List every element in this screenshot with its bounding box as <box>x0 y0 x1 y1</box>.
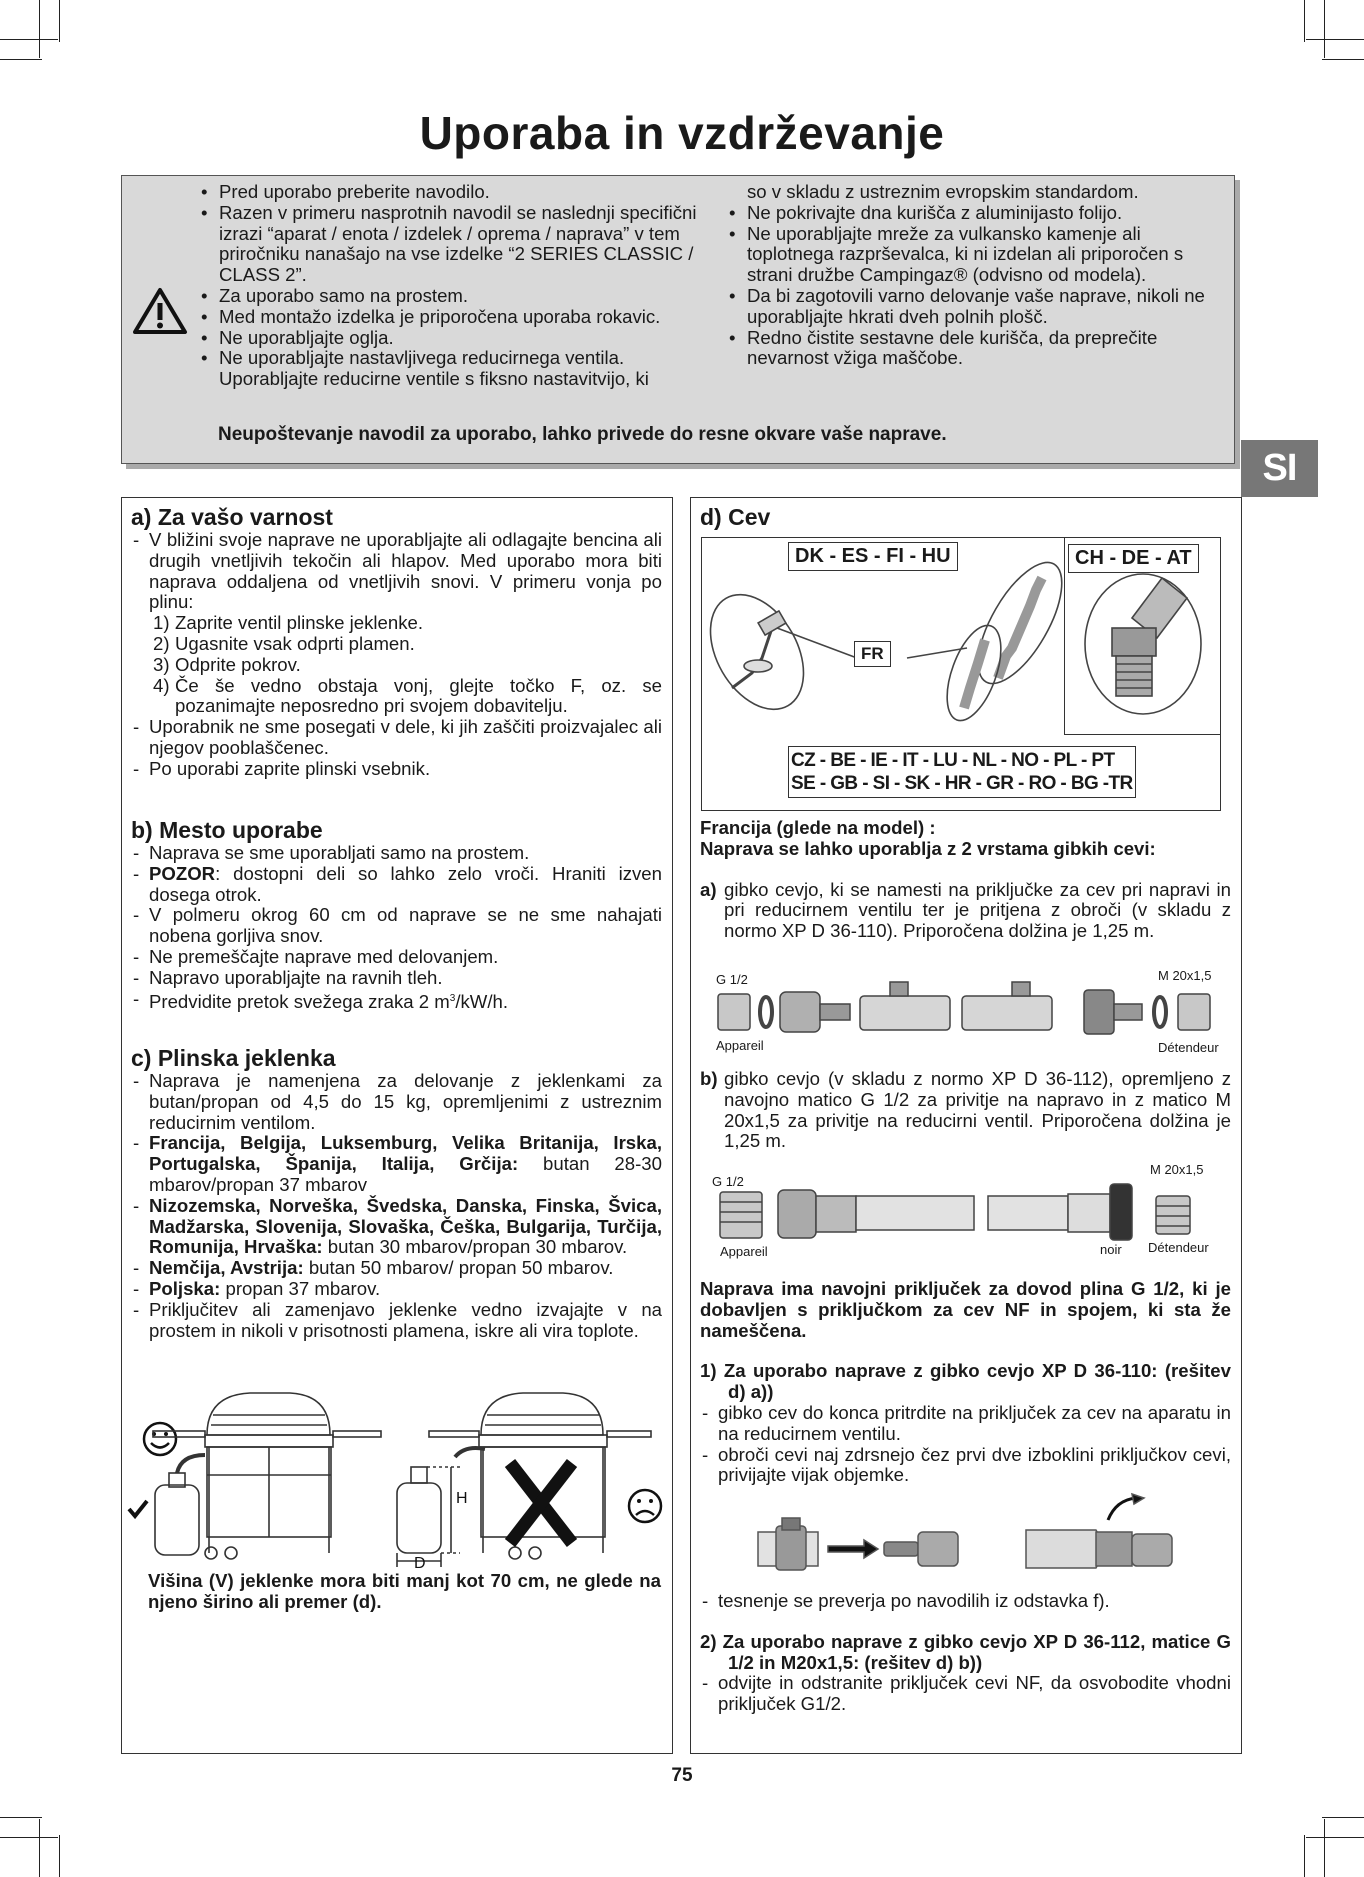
g12-label: G 1/2 <box>712 1174 744 1189</box>
detendeur-label: Détendeur <box>1148 1240 1209 1255</box>
warning-item: • Med montažo izdelka je priporočena uporaba rokavic. <box>201 307 706 328</box>
hose-clamp-illustration <box>756 1490 1196 1584</box>
connection-section <box>700 1279 1231 1486</box>
section-gas-cylinder <box>131 1045 662 1341</box>
gas-cylinder-dimensions <box>397 1467 460 1567</box>
list-item: - Priključitev ali zamenjavo jeklenke vedno izvajajte v na prostem in nikoli v prisotnosti plamena, iskre ali vira toplote. <box>131 1300 662 1342</box>
section-heading: d) Cev <box>700 504 771 530</box>
g12-label: G 1/2 <box>716 972 748 987</box>
appareil-label: Appareil <box>716 1038 764 1053</box>
step-text: Če še vedno obstaja vonj, glejte točko F, oz. se pozanimajte neposredno pri svojem dobavitelju. <box>175 674 662 717</box>
warning-item: • Redno čistite sestavne dele kurišča, da preprečite nevarnost vžiga maščobe. <box>729 328 1229 370</box>
step-item <box>131 676 662 718</box>
warning-continuation: so v skladu z ustreznim evropskim standardom. <box>747 181 1139 202</box>
crop-mark <box>1304 1835 1305 1877</box>
list-item: - odvijte in odstranite priključek cevi NF, da osvobodite vhodni priključek G1/2. <box>700 1673 1231 1715</box>
step-number: 2) <box>153 632 170 654</box>
checkmark-icon <box>129 1501 147 1516</box>
warning-item: • Razen v primeru nasprotnih navodil se naslednji specifični izrazi “aparat / enota / izdelek / oprema / naprava” v tem priročniku nanašajo na vse izdelke “2 SERIES CLASSIC / CLASS 2”. <box>201 203 706 286</box>
option-label: a) <box>700 878 717 900</box>
crop-mark <box>1322 59 1364 60</box>
warning-footer: Neupoštevanje navodil za uporabo, lahko privede do resne okvare vaše naprave. <box>218 424 947 445</box>
airflow-text: Predvidite pretok svežega zraka 2 m <box>149 990 450 1012</box>
airflow-exponent: 3 <box>449 992 456 1004</box>
list-item: - tesnenje se preverja po navodilih iz odstavka f). <box>700 1591 1231 1612</box>
france-title: Francija (glede na model) : <box>700 817 936 838</box>
crop-mark <box>59 1835 60 1877</box>
detendeur-label: Détendeur <box>1158 1040 1219 1055</box>
warning-item: • Ne uporabljajte oglja. <box>201 328 706 349</box>
diameter-label: D <box>414 1555 426 1570</box>
appareil-label: Appareil <box>720 1244 768 1259</box>
pressure-text: butan 28-30 mbarov/propan 37 mbarov <box>149 1153 662 1195</box>
crop-mark <box>1324 1819 1325 1877</box>
connection-note: Naprava ima navojni priključek za dovod plina G 1/2, ki je dobavljen s priključkom za cev NF in spojem, ki sta že nameščena. <box>700 1278 1231 1341</box>
pressure-text: propan 37 mbarov. <box>220 1277 381 1299</box>
tag-ch-de-at: CH - DE - AT <box>1068 544 1199 573</box>
m20-label: M 20x1,5 <box>1150 1162 1204 1177</box>
crop-mark <box>0 1817 42 1818</box>
warning-triangle-icon <box>132 286 188 336</box>
country-line: SE - GB - SI - SK - HR - GR - RO - BG -TR <box>791 773 1133 794</box>
height-label: H <box>456 1490 468 1507</box>
warning-item: • Ne uporabljajte mreže za vulkansko kamenje ali toplotnega razprševalca, ki ni izdelan ali priporočen s strani družbe Campingaz® (odvisno od modela). <box>729 224 1229 286</box>
step-number: 4) <box>153 674 170 696</box>
option-label: b) <box>700 1068 718 1089</box>
section-safety <box>131 504 662 780</box>
option-a <box>700 880 1231 942</box>
step-text: Zaprite ventil plinske jeklenke. <box>175 612 424 634</box>
option-text: gibko cevjo (v skladu z normo XP D 36-112), opremljeno z navojno matico G 1/2 za privitje na napravo in z matico M 20x1,5 za privitje na reducirni ventil. Priporočena dolžina je 1,25 m. <box>724 1068 1231 1152</box>
crop-mark <box>1306 1837 1364 1838</box>
list-item <box>131 1133 662 1195</box>
step-number: 3) <box>153 653 170 675</box>
hose-a-parts-icon <box>712 966 1232 1058</box>
noir-label: noir <box>1100 1242 1122 1257</box>
option-b <box>700 1069 1231 1152</box>
crop-mark <box>1322 1817 1364 1818</box>
caution-label: POZOR <box>149 862 216 884</box>
warning-item: • Ne pokrivajte dna kurišča z aluminijasto folijo. <box>729 203 1229 224</box>
grill-incorrect <box>429 1393 651 1559</box>
pressure-text: butan 30 mbarov/propan 30 mbarov. <box>322 1236 628 1258</box>
crop-mark <box>39 1819 40 1877</box>
warning-item: • Za uporabo samo na prostem. <box>201 286 706 307</box>
grill-cylinder-illustration <box>125 1385 665 1570</box>
list-item: - Ne premeščajte naprave med delovanjem. <box>131 947 662 968</box>
tag-country-list <box>788 746 1136 798</box>
gas-cylinder-connected <box>155 1455 205 1555</box>
page-title: Uporaba in vzdrževanje <box>419 107 945 159</box>
country-list: Poljska: <box>149 1277 221 1299</box>
tag-fr: FR <box>854 641 891 667</box>
cylinder-note <box>148 1571 661 1613</box>
tag-dk-es-fi-hu: DK - ES - FI - HU <box>788 542 958 571</box>
section-heading: b) Mesto uporabe <box>131 817 323 843</box>
crop-mark <box>59 0 60 42</box>
section-location <box>131 817 662 1013</box>
language-tab: SI <box>1241 440 1318 497</box>
warning-item: • Pred uporabo preberite navodilo. <box>201 182 706 203</box>
step-text: Odprite pokrov. <box>175 653 301 675</box>
list-item: - V polmeru okrog 60 cm od naprave se ne sme nahajati nobena gorljiva snov. <box>131 905 662 947</box>
hose-b-parts-icon <box>712 1160 1232 1260</box>
pressure-text: butan 50 mbarov/ propan 50 mbarov. <box>303 1257 614 1279</box>
sad-face-icon <box>629 1490 661 1522</box>
france-subtitle: Naprava se lahko uporablja z 2 vrstama gibkih cevi: <box>700 837 1156 859</box>
country-line: CZ - BE - IE - IT - LU - NL - NO - PL - PT <box>791 750 1115 771</box>
list-item: - Po uporabi zaprite plinski vsebnik. <box>131 759 662 780</box>
list-item: - V bližini svoje naprave ne uporabljajte ali odlagajte bencina ali drugih vnetljivih tekočin ali hlapov. Med uporabo mora biti naprava oddaljena od vnetljivih snovi. V primeru vonja po plinu: <box>131 530 662 613</box>
crop-mark <box>1306 39 1364 40</box>
option-b-block <box>700 1069 1231 1152</box>
step-item <box>131 655 662 676</box>
list-item <box>131 1196 662 1258</box>
airflow-unit: /kW/h. <box>455 990 508 1012</box>
step1-title: 1) Za uporabo naprave z gibko cevjo XP D 36-110: (rešitev d) a)) <box>700 1360 1231 1403</box>
m20-label: M 20x1,5 <box>1158 968 1212 983</box>
warning-item: • Ne uporabljajte nastavljivega reducirnega ventila. Uporabljajte reducirne ventile s fiksno nastavitvijo, ki <box>201 348 706 390</box>
list-item <box>131 989 662 1013</box>
warning-column-left <box>201 182 706 390</box>
hose-diagram <box>701 537 1221 811</box>
section-heading: a) Za vašo varnost <box>131 504 333 530</box>
crop-mark <box>1324 0 1325 58</box>
step-item <box>131 634 662 655</box>
list-item: - Uporabnik ne sme posegati v dele, ki jih zaščiti proizvajalec ali njegov pooblaščenec. <box>131 717 662 759</box>
step2-title: 2) Za uporabo naprave z gibko cevjo XP D 36-112, matice G 1/2 in M20x1,5: (rešitev d) b)) <box>700 1630 1231 1673</box>
crop-mark <box>0 1837 58 1838</box>
section-heading: c) Plinska jeklenka <box>131 1045 336 1071</box>
country-list: Nemčija, Avstrija: <box>149 1257 304 1279</box>
grill-correct <box>153 1393 381 1559</box>
cylinder-height-note: Višina (V) jeklenke mora biti manj kot 70 cm, ne glede na njeno širino ali premer (d). <box>148 1570 661 1612</box>
step-item <box>131 613 662 634</box>
page-number: 75 <box>671 1765 693 1786</box>
list-item <box>131 1258 662 1279</box>
list-item: - Napravo uporabljajte na ravnih tleh. <box>131 968 662 989</box>
crop-mark <box>0 39 58 40</box>
list-item: - obroči cevi naj zdrsnejo čez prvi dve izboklini priključkov cevi, privijajte vijak objemke. <box>700 1445 1231 1487</box>
caution-text: dostopni deli so lahko zelo vroči. Hraniti izven dosega otrok. <box>149 862 662 905</box>
cross-mark-icon <box>510 1463 572 1543</box>
list-item <box>131 1279 662 1300</box>
step-text: Ugasnite vsak odprti plamen. <box>175 632 415 654</box>
list-item: - gibko cev do konca pritrdite na priključek za cev na aparatu in na reducirnem ventilu. <box>700 1403 1231 1445</box>
hose-figure-a <box>712 966 1232 1058</box>
final-section <box>700 1591 1231 1715</box>
warning-item: • Da bi zagotovili varno delovanje vaše naprave, nikoli ne uporabljajte hkrati dveh polnih plošč. <box>729 286 1229 328</box>
list-item: - POZOR: dostopni deli so lahko zelo vroči. Hraniti izven dosega otrok. <box>131 864 662 906</box>
step-number: 1) <box>153 612 170 634</box>
warning-column-right <box>729 182 1229 369</box>
option-text: gibko cevjo, ki se namesti na priključke za cev pri napravi in pri reducirnem ventilu ter je pritjena z obroči (v skladu z normo XP D 36-110). Priporočena dolžina je 1,25 m. <box>724 878 1231 942</box>
crop-mark <box>1304 0 1305 42</box>
hose-figure-b <box>712 1160 1232 1260</box>
list-item: - Naprava se sme uporabljati samo na prostem. <box>131 843 662 864</box>
smiley-icon <box>144 1423 176 1455</box>
country-list: Nizozemska, Norveška, Švedska, Danska, Finska, Švica, Madžarska, Slovenija, Slovaška, Češka, Bulgarija, Turčija, Romunija, Hrvaška: <box>149 1194 662 1258</box>
country-list: Francija, Belgija, Luksemburg, Velika Britanija, Irska, Portugalska, Španija, Italija, Grčija: <box>149 1132 662 1175</box>
list-item: - Naprava je namenjena za delovanje z jeklenkami za butan/propan od 4,5 do 15 kg, opremljenimi z ustreznim reducirnim ventilom. <box>131 1071 662 1133</box>
section-hose <box>700 504 1231 530</box>
warning-box <box>121 175 1235 464</box>
crop-mark <box>0 59 42 60</box>
crop-mark <box>39 0 40 58</box>
france-hose-types <box>700 818 1231 942</box>
